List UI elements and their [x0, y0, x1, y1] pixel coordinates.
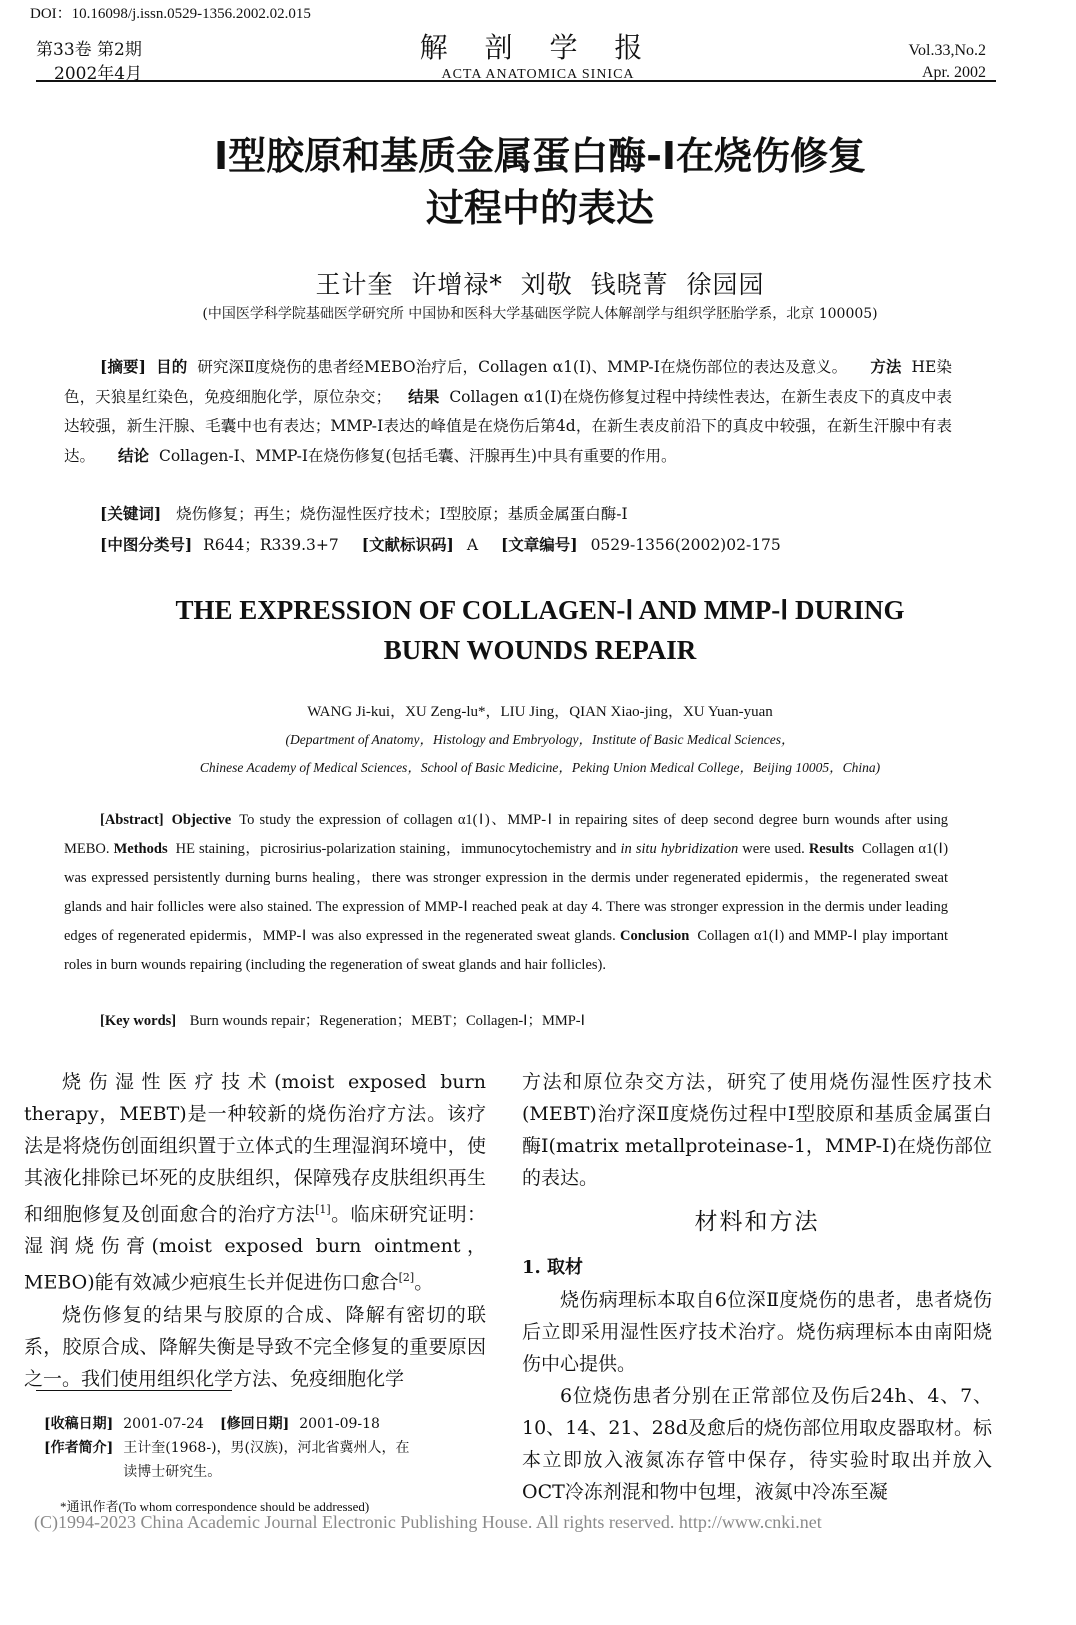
article-no-value: 0529-1356(2002)02-175 [590, 536, 781, 554]
objective-label-cn: 目的 [156, 357, 188, 376]
footnotes [44, 1412, 504, 1484]
received-label: [收稿日期] [44, 1416, 114, 1432]
objective-label-en: Objective [171, 812, 232, 828]
journal-name-cn: 解 剖 学 报 [419, 31, 657, 64]
keywords-cn-text: 烧伤修复；再生；烧伤湿性医疗技术；Ⅰ型胶原；基质金属蛋白酶-Ⅰ [176, 505, 628, 523]
methods-label-cn: 方法 [870, 357, 902, 376]
body-column-left [24, 1066, 486, 1395]
objective-en: To study the expression of collagen α1(Ⅰ)、MMP-Ⅰ in repairing sites of deep second degree burn wounds after using MEBO. [64, 812, 948, 857]
clc-value: R644；R339.3+7 [203, 536, 339, 554]
body-column-right [522, 1066, 992, 1508]
author-bio-label: [作者简介] [44, 1440, 114, 1456]
affiliation-en-line-2: Chinese Academy of Medical Sciences，School of Basic Medicine，Peking Union Medical College，Beijing 10005，China) [199, 760, 881, 775]
results-label-en: Results [808, 841, 854, 857]
abstract-en-label: [Abstract] [100, 812, 164, 828]
section-title: 材料和方法 [694, 1209, 820, 1235]
journal-name-en: ACTA ANATOMICA SINICA [441, 67, 635, 82]
authors-en: WANG Ji-kui，XU Zeng-lu*，LIU Jing，QIAN Xiao-jing，XU Yuan-yuan [307, 704, 773, 720]
doi: DOI：10.16098/j.issn.0529-1356.2002.02.015 [30, 6, 311, 22]
results-en: Collagen α1(Ⅰ) was expressed persistently durning burns healing，there was stronger expression in the dermis under regenerated epidermis，the regenerated sweat glands and hair follicles were also stained. The expression of MMP-Ⅰ reached peak at day 4. There was stronger expression in the dermis under leading edges of regenerated epidermis，MMP-Ⅰ was also expressed in the regenerated sweat glands. [64, 841, 949, 944]
header-rule [36, 80, 996, 82]
abstract-cn-label: [摘要] [100, 357, 146, 376]
classification-cn [100, 533, 781, 555]
article-no-label: [文章编号] [500, 535, 578, 554]
revised-label: [修回日期] [219, 1416, 290, 1432]
title-en-line-1: THE EXPRESSION OF COLLAGEN-Ⅰ AND MMP-Ⅰ DURING [175, 595, 905, 625]
body-text: 烧伤湿性医疗技术(moist exposed burn therapy，MEBT)是一种较新的烧伤治疗方法。该疗法是将烧伤创面组织置于立体式的生理湿润环境中，使其液化排除已坏死的皮肤组织，保障残存皮肤组织再生和细胞修复及创面愈合的治疗方法 [24, 1071, 486, 1226]
title-cn-line-2: 过程中的表达 [425, 186, 654, 230]
affiliation-cn: (中国医学科学院基础医学研究所 中国协和医科大学基础医学院人体解剖学与组织学胚胎学系，北京 100005) [202, 306, 878, 322]
header-volume-cn [36, 38, 142, 86]
results-label-cn: 结果 [408, 387, 440, 406]
doc-code-label: [文献标识码] [361, 535, 454, 554]
doc-code-value: A [466, 536, 479, 554]
body-text: 。临床研究证明：湿润烧伤膏(moist exposed burn ointment，MEBO)能有效减少疤痕生长并促进伤口愈合 [24, 1203, 486, 1294]
journal-name [330, 30, 746, 84]
footnote-rule [36, 1390, 232, 1391]
body-text: 。 [414, 1271, 434, 1294]
conclusion-cn: Collagen-Ⅰ、MMP-Ⅰ在烧伤修复(包括毛囊、汗腺再生)中具有重要的作用。 [158, 447, 677, 465]
body-paragraph: 方法和原位杂交方法，研究了使用烧伤湿性医疗技术(MEBT)治疗深Ⅱ度烧伤过程中Ⅰ型胶原和基质金属蛋白酶Ⅰ(matrix metallproteinase-1，MMP-Ⅰ)在烧伤部位的表达。 [522, 1071, 992, 1189]
methods-cn: HE染色，天狼星红染色，免疫细胞化学，原位杂交； [64, 358, 952, 406]
methods-en-italic: in situ hybridization [620, 841, 739, 857]
volume-en: Vol.33,No.2 [908, 42, 986, 59]
author-bio: 王计奎(1968-)，男(汉族)，河北省冀州人，在读博士研究生。 [123, 1440, 410, 1480]
title-cn-line-1: Ⅰ型胶原和基质金属蛋白酶-Ⅰ在烧伤修复 [213, 134, 867, 178]
subsection-title: 1. 取材 [522, 1257, 584, 1278]
citation-ref[interactable]: [2] [398, 1271, 415, 1285]
received-date: 2001-07-24 [123, 1416, 204, 1432]
correspondence-note: *通讯作者(To whom correspondence should be addressed) [60, 1499, 370, 1514]
body-paragraph: 烧伤病理标本取自6位深Ⅱ度烧伤的患者，患者烧伤后立即采用湿性医疗技术治疗。烧伤病理标本由南阳烧伤中心提供。 [522, 1289, 992, 1375]
affiliation-en-line-1: (Department of Anatomy，Histology and Embryology，Institute of Basic Medical Sciences， [285, 732, 795, 747]
methods-label-en: Methods [113, 841, 168, 857]
abstract-cn [64, 352, 952, 471]
conclusion-en: Collagen α1(Ⅰ) and MMP-Ⅰ play important roles in burn wounds repairing (including the regeneration of sweat glands and hair follicles). [64, 928, 948, 973]
abstract-en [64, 806, 948, 980]
header-volume-en [909, 40, 987, 84]
objective-cn: 研究深Ⅱ度烧伤的患者经MEBO治疗后，Collagen α1(Ⅰ)、MMP-Ⅰ在烧伤部位的表达及意义。 [197, 358, 848, 376]
results-cn: Collagen α1(Ⅰ)在烧伤修复过程中持续性表达，在新生表皮下的真皮中表达较强，新生汗腺、毛囊中也有表达；MMP-Ⅰ表达的峰值是在烧伤后第4d，在新生表皮前沿下的真皮中较强，在新生汗腺中有表达。 [64, 388, 952, 465]
page-title-en [60, 590, 1020, 670]
keywords-en [100, 1009, 585, 1030]
copyright-watermark: (C)1994-2023 China Academic Journal Electronic Publishing House. All rights reserved. http://www.cnki.net [34, 1512, 822, 1532]
date-en: Apr. 2002 [922, 64, 986, 81]
keywords-cn [100, 502, 628, 524]
affiliation-en [60, 726, 1020, 782]
page-title-cn [60, 130, 1020, 234]
keywords-en-text: Burn wounds repair；Regeneration；MEBT；Collagen-Ⅰ；MMP-Ⅰ [189, 1013, 585, 1029]
keywords-en-label: [Key words] [100, 1013, 177, 1029]
keywords-cn-label: [关键词] [100, 504, 162, 523]
citation-ref[interactable]: [1] [315, 1203, 331, 1216]
footnote-author [44, 1436, 504, 1484]
body-paragraph [24, 1066, 486, 1299]
footnote-dates [44, 1412, 504, 1436]
conclusion-label-cn: 结论 [117, 446, 149, 465]
revised-date: 2001-09-18 [299, 1416, 380, 1432]
body-paragraph: 6位烧伤患者分别在正常部位及伤后24h、4、7、10、14、21、28d及愈后的烧伤部位用取皮器取材。标本立即放入液氮冻存管中保存，待实验时取出并放入OCT冷冻剂混和物中包埋，液氮中冷冻至凝 [522, 1385, 992, 1503]
authors-cn: 王计奎 许增禄* 刘敬 钱晓菁 徐园园 [315, 270, 765, 299]
methods-en-a: HE staining，picrosirius-polarization staining，immunocytochemistry and [175, 841, 617, 857]
conclusion-label-en: Conclusion [620, 928, 690, 944]
body-paragraph: 烧伤修复的结果与胶原的合成、降解有密切的联系，胶原合成、降解失衡是导致不完全修复的重要原因之一。我们使用组织化学方法、免疫细胞化学 [24, 1303, 486, 1390]
date-cn: 2002年4月 [54, 64, 143, 84]
title-en-line-2: BURN WOUNDS REPAIR [383, 635, 697, 665]
methods-en-b: were used. [742, 841, 805, 857]
volume-cn: 第33卷 第2期 [36, 40, 142, 60]
clc-label: [中图分类号] [100, 535, 193, 554]
